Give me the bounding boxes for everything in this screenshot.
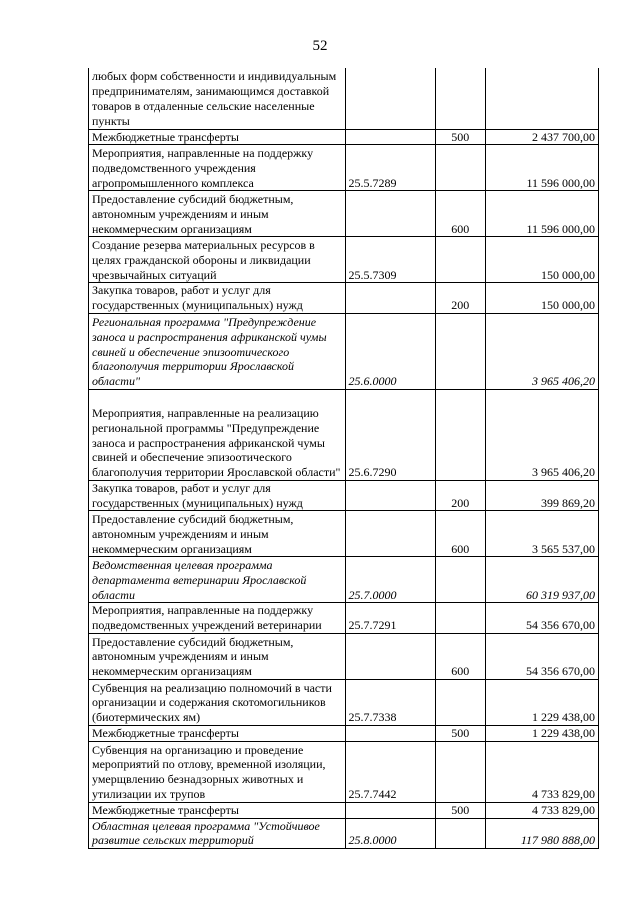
table-row (89, 802, 599, 818)
row-name-cell: Областная целевая программа "Устойчивое развитие сельских территорий (89, 818, 346, 849)
row-type-cell (435, 237, 485, 283)
page-number: 52 (312, 38, 328, 54)
row-name-cell: Межбюджетные трансферты (89, 802, 346, 818)
row-sum-cell: 54 356 670,00 (485, 603, 598, 634)
row-name-cell: Мероприятия, направленные на поддержку подведомственных учреждений ветеринарии (89, 603, 346, 634)
table-row (89, 557, 599, 603)
row-sum-cell: 4 733 829,00 (485, 802, 598, 818)
row-name-cell: Межбюджетные трансферты (89, 726, 346, 742)
row-name-cell: Мероприятия, направленные на реализацию региональной программы "Предупреждение заноса и распространения африканской чумы свиней и обеспечение эпизоотического благополучия территории Ярославской области" (89, 389, 346, 480)
row-sum-cell: 117 980 888,00 (485, 818, 598, 849)
table-row (89, 283, 599, 314)
row-name-cell: Субвенция на организацию и проведение мероприятий по отлову, временной изоляции, умерщвлению безнадзорных животных и утилизации их трупов (89, 741, 346, 802)
row-sum-cell: 11 596 000,00 (485, 191, 598, 237)
table-row (89, 680, 599, 726)
table-row (89, 511, 599, 557)
table-row (89, 389, 599, 480)
row-sum-cell: 11 596 000,00 (485, 145, 598, 191)
row-code-cell: 25.7.7442 (345, 741, 435, 802)
row-code-cell: 25.8.0000 (345, 818, 435, 849)
row-code-cell: 25.7.7338 (345, 680, 435, 726)
row-code-cell (345, 191, 435, 237)
row-type-cell (435, 741, 485, 802)
row-sum-cell: 3 965 406,20 (485, 389, 598, 480)
row-name-cell: Закупка товаров, работ и услуг для государственных (муниципальных) нужд (89, 480, 346, 511)
row-name-cell: любых форм собственности и индивидуальным предпринимателям, занимающимся доставкой товаров в отдаленные сельские населенные пункты (89, 68, 346, 129)
row-code-cell (345, 129, 435, 145)
row-type-cell (435, 145, 485, 191)
row-sum-cell: 54 356 670,00 (485, 634, 598, 680)
row-type-cell (435, 557, 485, 603)
row-code-cell (345, 68, 435, 129)
row-sum-cell: 60 319 937,00 (485, 557, 598, 603)
table-row (89, 68, 599, 129)
row-sum-cell: 3 965 406,20 (485, 313, 598, 389)
row-code-cell (345, 283, 435, 314)
row-code-cell: 25.7.0000 (345, 557, 435, 603)
row-type-cell: 500 (435, 802, 485, 818)
row-code-cell: 25.6.0000 (345, 313, 435, 389)
row-name-cell: Субвенция на реализацию полномочий в части организации и содержания скотомогильников (биотермических ям) (89, 680, 346, 726)
table-row (89, 741, 599, 802)
row-name-cell: Ведомственная целевая программа департамента ветеринарии Ярославской области (89, 557, 346, 603)
row-type-cell (435, 68, 485, 129)
row-sum-cell: 150 000,00 (485, 237, 598, 283)
row-name-cell: Предоставление субсидий бюджетным, автономным учреждениям и иным некоммерческим организациям (89, 511, 346, 557)
table-row (89, 191, 599, 237)
row-type-cell: 500 (435, 129, 485, 145)
row-type-cell (435, 818, 485, 849)
table-row (89, 237, 599, 283)
table-row (89, 726, 599, 742)
row-type-cell (435, 680, 485, 726)
row-code-cell (345, 726, 435, 742)
row-name-cell: Межбюджетные трансферты (89, 129, 346, 145)
table-row (89, 603, 599, 634)
row-sum-cell: 2 437 700,00 (485, 129, 598, 145)
row-name-cell: Предоставление субсидий бюджетным, автономным учреждениям и иным некоммерческим организациям (89, 634, 346, 680)
row-type-cell (435, 313, 485, 389)
row-sum-cell: 150 000,00 (485, 283, 598, 314)
table-row (89, 129, 599, 145)
row-code-cell (345, 634, 435, 680)
table-row (89, 634, 599, 680)
row-code-cell: 25.7.7291 (345, 603, 435, 634)
table-row (89, 313, 599, 389)
row-name-cell: Создание резерва материальных ресурсов в целях гражданской обороны и ликвидации чрезвычайных ситуаций (89, 237, 346, 283)
row-code-cell (345, 480, 435, 511)
table-row (89, 480, 599, 511)
row-code-cell: 25.5.7309 (345, 237, 435, 283)
row-type-cell: 600 (435, 191, 485, 237)
row-code-cell: 25.5.7289 (345, 145, 435, 191)
row-name-cell: Региональная программа "Предупреждение заноса и распространения африканской чумы свиней и обеспечение эпизоотического благополучия территории Ярославской области" (89, 313, 346, 389)
budget-table (88, 68, 599, 849)
row-code-cell (345, 802, 435, 818)
row-sum-cell: 3 565 537,00 (485, 511, 598, 557)
row-code-cell (345, 511, 435, 557)
row-code-cell: 25.6.7290 (345, 389, 435, 480)
row-sum-cell: 1 229 438,00 (485, 726, 598, 742)
row-type-cell: 600 (435, 511, 485, 557)
row-type-cell: 200 (435, 283, 485, 314)
budget-table-body (89, 68, 599, 849)
row-sum-cell (485, 68, 598, 129)
row-name-cell: Закупка товаров, работ и услуг для государственных (муниципальных) нужд (89, 283, 346, 314)
row-sum-cell: 1 229 438,00 (485, 680, 598, 726)
row-type-cell: 500 (435, 726, 485, 742)
row-sum-cell: 399 869,20 (485, 480, 598, 511)
table-row (89, 818, 599, 849)
row-sum-cell: 4 733 829,00 (485, 741, 598, 802)
row-name-cell: Предоставление субсидий бюджетным, автономным учреждениям и иным некоммерческим организациям (89, 191, 346, 237)
table-row (89, 145, 599, 191)
row-type-cell: 600 (435, 634, 485, 680)
row-name-cell: Мероприятия, направленные на поддержку подведомственного учреждения агропромышленного комплекса (89, 145, 346, 191)
row-type-cell (435, 603, 485, 634)
row-type-cell (435, 389, 485, 480)
row-type-cell: 200 (435, 480, 485, 511)
